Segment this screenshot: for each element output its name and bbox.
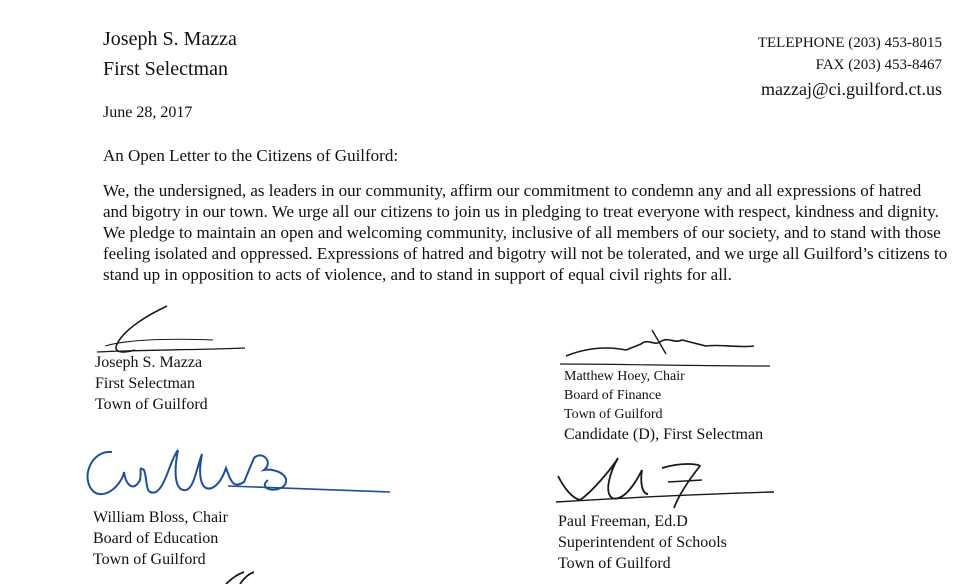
signatory-org: Town of Guilford bbox=[564, 407, 663, 422]
email: mazzaj@ci.guilford.ct.us bbox=[760, 79, 942, 99]
signatory-title: Board of Finance bbox=[564, 388, 662, 403]
sender-name: Joseph S. Mazza bbox=[103, 28, 237, 50]
fax: FAX (203) 453-8467 bbox=[815, 57, 942, 73]
signatory-title: First Selectman bbox=[95, 375, 195, 392]
letter-body: We, the undersigned, as leaders in our community, affirm our commitment to condemn any and all expressions of hatred and bigotry in our town. We urge all our citizens to join us in pledging to treat everyone with respect, kindness and dignity. We pledge to maintain an open and welcoming community, inclusive of all members of our society, and to stand with those feeling isolated and oppressed. Expressions of hatred and bigotry will not be tolerated, and we urge all Guilford’s citizens to stand up in opposition to acts of violence, and to stand in support of equal civil rights for all. bbox=[103, 181, 948, 284]
signatory-title: Superintendent of Schools bbox=[558, 534, 727, 551]
contact-block bbox=[758, 32, 942, 102]
letter-greeting: An Open Letter to the Citizens of Guilford: bbox=[103, 146, 399, 165]
letter-date: June 28, 2017 bbox=[103, 104, 193, 121]
signatory-freeman bbox=[558, 511, 727, 574]
signatory-mazza bbox=[95, 352, 208, 415]
signatory-name: Joseph S. Mazza bbox=[95, 354, 203, 371]
signatory-title: Board of Education bbox=[93, 530, 219, 547]
signatory-org: Town of Guilford bbox=[558, 555, 671, 572]
signature-bloss bbox=[78, 440, 398, 510]
sender-title: First Selectman bbox=[103, 58, 228, 80]
signatory-name: Matthew Hoey, Chair bbox=[564, 369, 685, 384]
signatory-name: William Bloss, Chair bbox=[93, 509, 228, 526]
telephone: TELEPHONE (203) 453-8015 bbox=[757, 35, 942, 51]
signatory-hoey bbox=[564, 367, 763, 446]
signatory-org: Town of Guilford bbox=[93, 551, 206, 568]
signature-freeman bbox=[552, 452, 782, 514]
signatory-candidacy: Candidate (D), First Selectman bbox=[564, 426, 764, 443]
signature-fragment bbox=[220, 572, 260, 584]
signatory-org: Town of Guilford bbox=[95, 396, 208, 413]
signatory-name: Paul Freeman, Ed.D bbox=[558, 513, 688, 530]
signatory-bloss bbox=[93, 507, 228, 570]
